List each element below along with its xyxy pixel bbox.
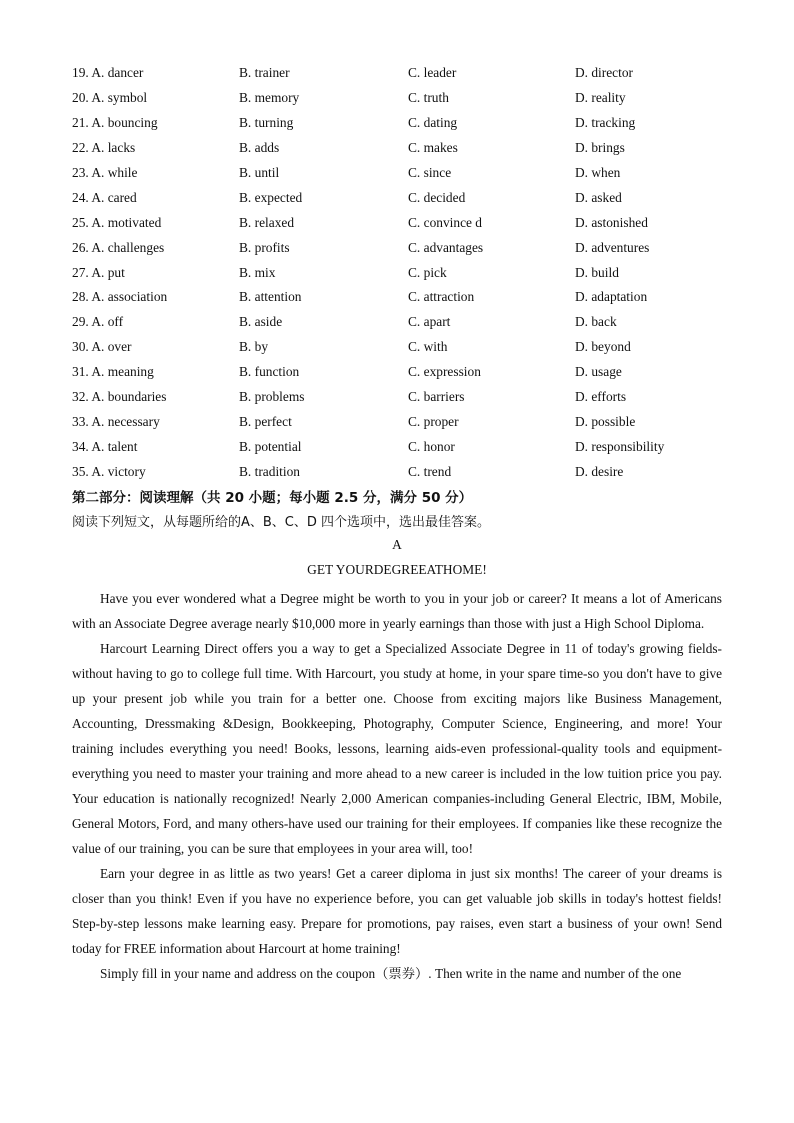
question-row — [72, 88, 732, 113]
question-row — [72, 63, 732, 88]
question-row — [72, 238, 732, 263]
option-a: 35. A. victory — [72, 464, 146, 479]
option-b: B. expected — [239, 189, 303, 205]
option-c: C. proper — [408, 414, 459, 430]
question-row — [72, 287, 732, 312]
passage-label: A — [392, 537, 402, 552]
option-a: 21. A. bouncing — [72, 114, 158, 130]
option-b: B. profits — [239, 239, 290, 255]
option-c: C. convince d — [408, 214, 483, 230]
option-a: 24. A. cared — [72, 189, 137, 205]
option-a: 27. A. put — [72, 264, 125, 280]
paragraph: Earn your degree in as little as two years! Get a career diploma in just six months! The career of your dreams is closer than you think! Even if you have no experience before, you can get valuable job skills in today's hottest fields! Step-by-step lessons make learning easy. Prepare for promotions, pay raises, even start a business of your own! Send today for FREE information about Harcourt at home training! — [72, 866, 722, 956]
option-d: D. when — [575, 164, 621, 180]
option-a: 20. A. symbol — [72, 89, 148, 105]
question-row — [72, 188, 732, 213]
option-b: B. function — [239, 364, 300, 380]
option-d: D. brings — [575, 139, 625, 155]
option-d: D. back — [575, 314, 617, 330]
option-a: 22. A. lacks — [72, 139, 136, 155]
question-row — [72, 387, 732, 412]
option-c: C. leader — [408, 65, 457, 80]
option-d: D. director — [575, 65, 634, 80]
answer-options — [72, 63, 732, 487]
question-row — [72, 437, 732, 462]
option-a: 32. A. boundaries — [72, 389, 167, 405]
option-a: 26. A. challenges — [72, 239, 165, 255]
option-d: D. adaptation — [575, 289, 648, 305]
option-c: C. trend — [408, 464, 452, 479]
option-b: B. relaxed — [239, 214, 295, 230]
option-b: B. aside — [239, 314, 283, 330]
option-d: D. beyond — [575, 339, 631, 355]
option-c: C. barriers — [408, 389, 465, 405]
option-d: D. reality — [575, 89, 626, 105]
option-c: C. since — [408, 164, 452, 180]
passage-title: GET YOURDEGREEATHOME! — [307, 562, 487, 577]
option-a: 31. A. meaning — [72, 364, 154, 380]
option-b: B. trainer — [239, 65, 290, 80]
option-b: B. by — [239, 339, 269, 355]
option-d: D. responsibility — [575, 439, 665, 455]
paragraph: Simply fill in your name and address on the coupon（票券）. Then write in the name and number of the one — [100, 966, 682, 981]
question-row — [72, 113, 732, 138]
option-d: D. usage — [575, 364, 622, 380]
section-title: 第二部分：阅读理解（共 20 小题；每小题 2.5 分，满分 50 分） — [72, 490, 473, 506]
question-row — [72, 312, 732, 337]
question-row — [72, 213, 732, 238]
option-b: B. attention — [239, 289, 302, 305]
option-a: 28. A. association — [72, 289, 168, 305]
passage-body — [72, 586, 722, 986]
option-d: D. build — [575, 264, 619, 280]
question-row — [72, 138, 732, 163]
option-c: C. pick — [408, 264, 447, 280]
option-c: C. dating — [408, 114, 458, 130]
option-b: B. tradition — [239, 464, 300, 479]
option-c: C. makes — [408, 139, 458, 155]
option-c: C. advantages — [408, 239, 484, 255]
option-a: 29. A. off — [72, 314, 124, 330]
option-c: C. with — [408, 339, 448, 355]
option-b: B. mix — [239, 264, 276, 280]
option-a: 34. A. talent — [72, 439, 138, 455]
option-a: 23. A. while — [72, 164, 138, 180]
option-d: D. asked — [575, 189, 622, 205]
section-instruction: 阅读下列短文，从每题所给的A、B、C、D 四个选项中，选出最佳答案。 — [72, 515, 491, 530]
paragraph: Have you ever wondered what a Degree might be worth to you in your job or career? It means a lot of Americans with an Associate Degree average nearly $10,000 more in yearly earnings than those with just a High School Diploma. — [72, 591, 722, 631]
option-b: B. memory — [239, 89, 300, 105]
option-d: D. tracking — [575, 114, 636, 130]
option-a: 33. A. necessary — [72, 414, 160, 430]
option-d: D. possible — [575, 414, 636, 430]
option-b: B. problems — [239, 389, 305, 405]
question-row — [72, 412, 732, 437]
option-d: D. efforts — [575, 389, 627, 405]
option-c: C. honor — [408, 439, 455, 455]
option-b: B. turning — [239, 114, 294, 130]
option-c: C. truth — [408, 89, 449, 105]
option-c: C. decided — [408, 189, 466, 205]
option-b: B. potential — [239, 439, 302, 455]
option-b: B. perfect — [239, 414, 292, 430]
question-row — [72, 362, 732, 387]
question-row — [72, 462, 732, 487]
option-b: B. until — [239, 164, 280, 180]
question-row — [72, 337, 732, 362]
option-d: D. astonished — [575, 214, 648, 230]
question-row — [72, 163, 732, 188]
option-a: 19. A. dancer — [72, 65, 144, 80]
option-c: C. expression — [408, 364, 481, 380]
option-a: 30. A. over — [72, 339, 132, 355]
option-c: C. apart — [408, 314, 451, 330]
option-c: C. attraction — [408, 289, 475, 305]
option-a: 25. A. motivated — [72, 214, 162, 230]
option-b: B. adds — [239, 139, 280, 155]
option-d: D. desire — [575, 464, 624, 479]
question-row — [72, 263, 732, 288]
option-d: D. adventures — [575, 239, 650, 255]
paragraph: Harcourt Learning Direct offers you a way to get a Specialized Associate Degree in 11 of today's growing fields-without having to go to college full time. With Harcourt, you study at home, in your spare time-so you don't have to give up your present job while you train for a better one. Choose from exciting majors like Business Management, Accounting, Dressmaking &Design, Bookkeeping, Photography, Computer Science, Engineering, and more! Your training includes everything you need! Books, lessons, learning aids-even professional-quality tools and equipment-everything you need to master your training and more ahead to a new career is included in the low tuition price you pay. Your education is nationally recognized! Nearly 2,000 American companies-including General Electric, IBM, Mobile, General Motors, Ford, and many others-have used our training for their employees. If companies like these recognize the value of our training, you can be sure that employees in your area will, too! — [72, 641, 722, 856]
